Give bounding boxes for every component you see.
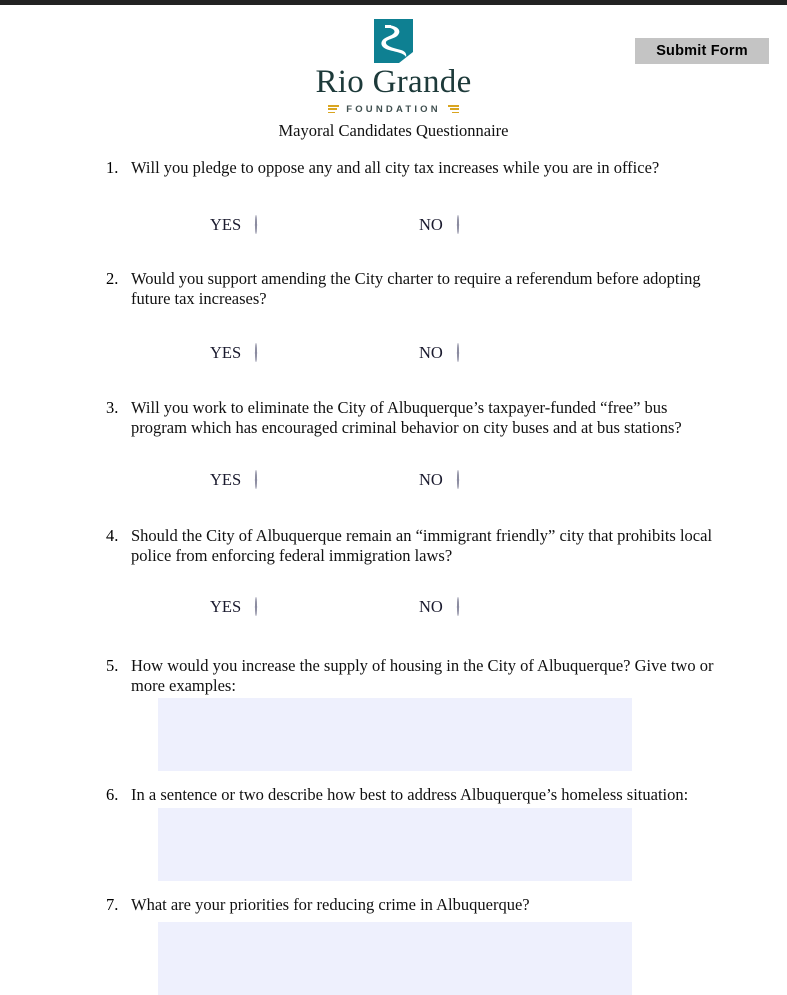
question-1-number: 1. xyxy=(106,158,119,177)
question-4-no-option[interactable] xyxy=(419,593,460,621)
question-2-yes-radio[interactable] xyxy=(255,343,257,362)
logo-subtext: FOUNDATION xyxy=(346,104,441,115)
question-4-yes-radio-wrap xyxy=(254,606,258,608)
question-5-text: How would you increase the supply of housing in the City of Albuquerque? Give two or more examples: xyxy=(131,656,714,695)
question-3-text: Will you work to eliminate the City of Albuquerque’s taxpayer-funded “free” bus program which has encouraged criminal behavior on city buses and at bus stations? xyxy=(131,398,682,437)
question-1-text: Will you pledge to oppose any and all city tax increases while you are in office? xyxy=(131,158,660,177)
question-4-no-label: NO xyxy=(419,597,443,616)
question-6 xyxy=(106,785,726,805)
question-2-answers xyxy=(106,339,726,367)
question-5 xyxy=(106,656,726,695)
question-6-text: In a sentence or two describe how best to address Albuquerque’s homeless situation: xyxy=(131,785,689,804)
question-1-no-option[interactable] xyxy=(419,211,460,239)
logo-subtext-row xyxy=(0,104,787,115)
page-title: Mayoral Candidates Questionnaire xyxy=(278,121,509,140)
logo-accent-right-icon xyxy=(448,105,459,114)
question-1 xyxy=(106,158,726,178)
logo-wordmark: Rio Grande xyxy=(315,64,472,100)
question-4-answers xyxy=(106,593,726,621)
question-3-yes-label: YES xyxy=(210,470,242,489)
submit-form-button[interactable]: Submit Form xyxy=(635,38,769,64)
question-2-yes-option[interactable] xyxy=(210,339,258,367)
question-3-yes-option[interactable] xyxy=(210,466,258,494)
question-4-no-radio-wrap xyxy=(456,606,460,608)
question-3-no-label: NO xyxy=(419,470,443,489)
question-3-answers xyxy=(106,466,726,494)
question-3-no-radio[interactable] xyxy=(457,470,459,489)
question-2-no-option[interactable] xyxy=(419,339,460,367)
question-5-number: 5. xyxy=(106,656,119,675)
question-1-no-radio-wrap xyxy=(456,224,460,226)
question-2-no-radio-wrap xyxy=(456,352,460,354)
question-4 xyxy=(106,526,726,565)
form-page xyxy=(0,5,787,960)
question-3-no-option[interactable] xyxy=(419,466,460,494)
logo-accent-left-icon xyxy=(328,105,339,114)
question-1-answers xyxy=(106,211,726,239)
question-4-yes-option[interactable] xyxy=(210,593,258,621)
question-2-yes-radio-wrap xyxy=(254,352,258,354)
question-4-no-radio[interactable] xyxy=(457,597,459,616)
question-3-number: 3. xyxy=(106,398,119,417)
question-3 xyxy=(106,398,726,437)
question-3-no-radio-wrap xyxy=(456,479,460,481)
organization-logo xyxy=(0,19,787,115)
question-1-yes-label: YES xyxy=(210,215,242,234)
question-7-answer-input[interactable] xyxy=(158,922,632,995)
question-2-number: 2. xyxy=(106,269,119,288)
question-1-yes-radio-wrap xyxy=(254,224,258,226)
question-2-yes-label: YES xyxy=(210,343,242,362)
question-3-yes-radio[interactable] xyxy=(255,470,257,489)
question-7 xyxy=(106,895,726,915)
question-6-answer-input[interactable] xyxy=(158,808,632,881)
question-2-text: Would you support amending the City charter to require a referendum before adopting future tax increases? xyxy=(131,269,701,308)
question-3-yes-radio-wrap xyxy=(254,479,258,481)
question-4-yes-radio[interactable] xyxy=(255,597,257,616)
question-5-answer-input[interactable] xyxy=(158,698,632,771)
question-4-yes-label: YES xyxy=(210,597,242,616)
question-1-no-radio[interactable] xyxy=(457,215,459,234)
river-swoosh-logo-icon xyxy=(374,19,413,63)
question-6-number: 6. xyxy=(106,785,119,804)
question-7-text: What are your priorities for reducing crime in Albuquerque? xyxy=(131,895,530,914)
question-2-no-radio[interactable] xyxy=(457,343,459,362)
question-4-number: 4. xyxy=(106,526,119,545)
question-1-yes-option[interactable] xyxy=(210,211,258,239)
question-7-number: 7. xyxy=(106,895,119,914)
question-2 xyxy=(106,269,726,308)
question-1-yes-radio[interactable] xyxy=(255,215,257,234)
question-2-no-label: NO xyxy=(419,343,443,362)
question-1-no-label: NO xyxy=(419,215,443,234)
question-4-text: Should the City of Albuquerque remain an “immigrant friendly” city that prohibits local police from enforcing federal immigration laws? xyxy=(131,526,713,565)
